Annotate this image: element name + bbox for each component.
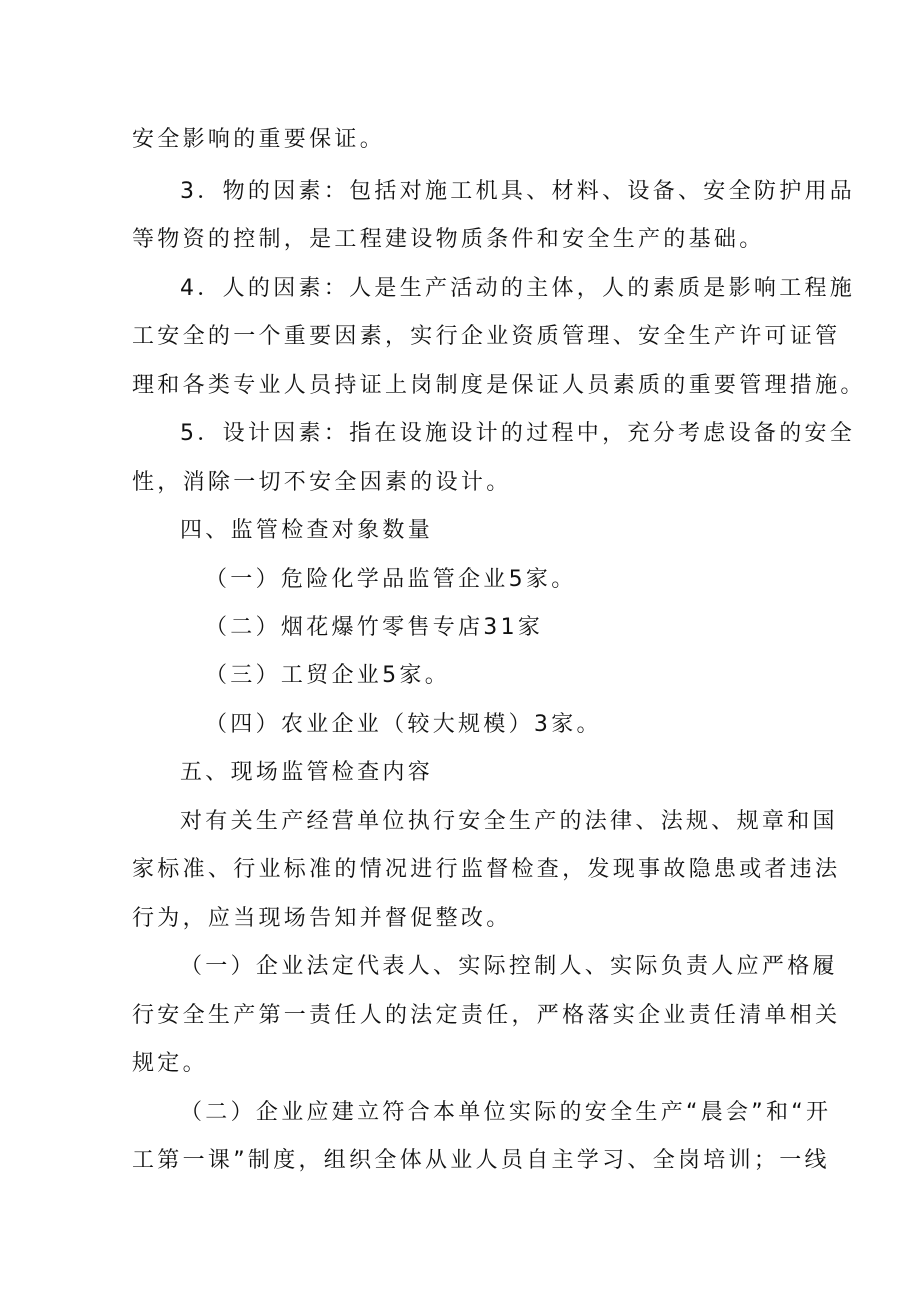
list-item: （二）烟花爆竹零售专店31家 (205, 615, 544, 640)
text-line: 安全影响的重要保证。 (132, 127, 386, 152)
list-item: （四）农业企业（较大规模）3家。 (205, 712, 602, 737)
list-item: （一）危险化学品监管企业5家。 (205, 567, 577, 592)
text-line: 工第一课”制度，组织全体从业人员自主学习、全岗培训；一线 (132, 1148, 830, 1173)
text-line: 行为，应当现场告知并督促整改。 (132, 906, 512, 931)
section-heading: 五、现场监管检查内容 (180, 760, 434, 785)
section-heading: 四、监管检查对象数量 (180, 518, 434, 543)
text-line: 规定。 (132, 1051, 208, 1076)
list-item: （三）工贸企业5家。 (205, 663, 450, 688)
text-line: 理和各类专业人员持证上岗制度是保证人员素质的重要管理措施。 (132, 373, 866, 398)
text-line: 家标准、行业标准的情况进行监督检查，发现事故隐患或者违法 (132, 857, 841, 882)
text-line: 工安全的一个重要因素，实行企业资质管理、安全生产许可证管 (132, 324, 841, 349)
text-line: 4．人的因素：人是生产活动的主体，人的素质是影响工程施 (180, 276, 856, 301)
text-line: 行安全生产第一责任人的法定责任，严格落实企业责任清单相关 (132, 1003, 841, 1028)
text-line: 5．设计因素：指在设施设计的过程中，充分考虑设备的安全 (180, 421, 856, 446)
text-line: 3．物的因素：包括对施工机具、材料、设备、安全防护用品 (180, 179, 856, 204)
text-line: （二）企业应建立符合本单位实际的安全生产“晨会”和“开 (180, 1100, 832, 1125)
text-line: 对有关生产经营单位执行安全生产的法律、法规、规章和国 (180, 809, 838, 834)
text-line: 等物资的控制，是工程建设物质条件和安全生产的基础。 (132, 227, 765, 252)
text-line: 性，消除一切不安全因素的设计。 (132, 470, 512, 495)
text-line: （一）企业法定代表人、实际控制人、实际负责人应严格履 (180, 954, 838, 979)
